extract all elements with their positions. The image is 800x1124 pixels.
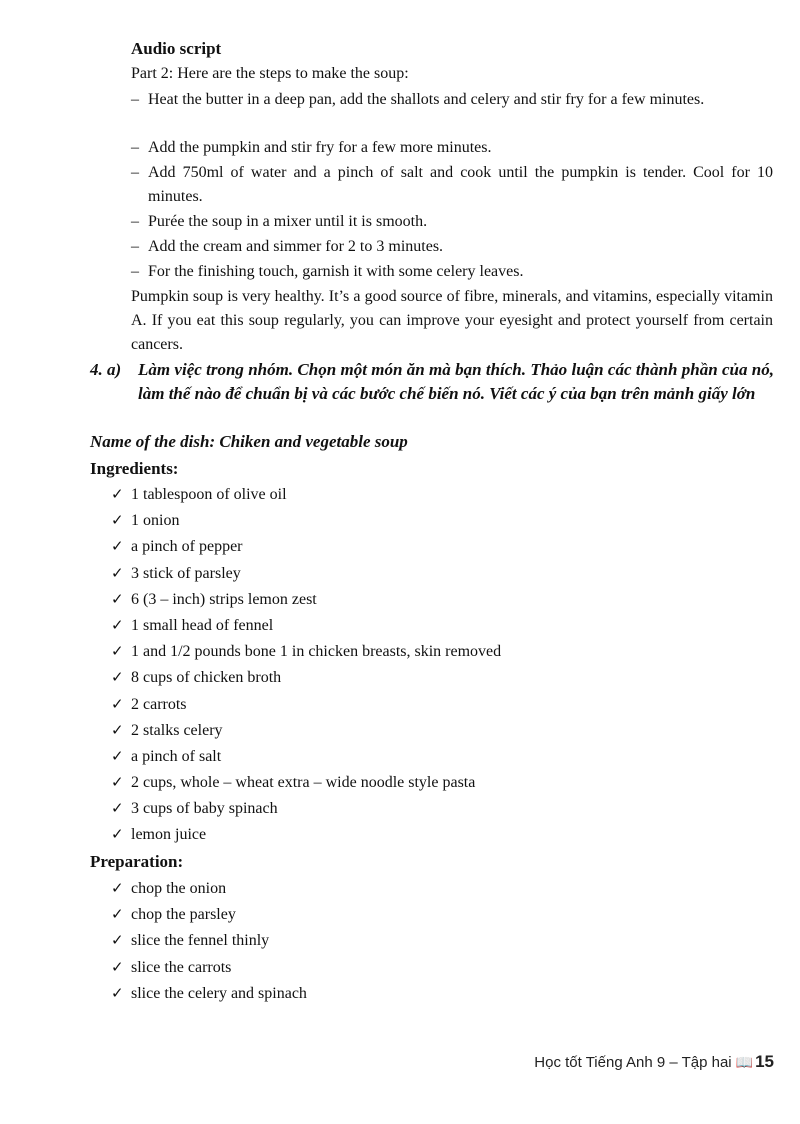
preparation-item — [111, 955, 307, 981]
ingredient-item-text: 2 stalks celery — [131, 721, 223, 739]
ingredient-item — [111, 770, 501, 796]
ingredient-item-text: 2 carrots — [131, 695, 187, 713]
check-mark-icon: ✓ — [111, 668, 124, 687]
ingredient-item-text: 1 and 1/2 pounds bone 1 in chicken breasts, skin removed — [131, 643, 502, 661]
exercise-number: 4. a) — [90, 360, 122, 379]
check-mark-icon: ✓ — [111, 957, 124, 976]
ingredient-item-text: a pinch of salt — [131, 747, 222, 765]
book-title: Học tốt Tiếng Anh 9 – Tập hai — [534, 1054, 732, 1071]
ingredient-item — [111, 534, 501, 560]
soup-step: – Add the pumpkin and stir fry for a few more minutes. — [131, 139, 492, 156]
ingredient-item — [111, 482, 501, 508]
preparation-item-text: slice the fennel thinly — [131, 932, 270, 950]
soup-step: – For the finishing touch, garnish it with some celery leaves. — [131, 263, 524, 280]
ingredient-item — [111, 508, 501, 534]
exercise-4a — [90, 358, 774, 406]
ingredient-item-text: 6 (3 – inch) strips lemon zest — [131, 590, 317, 608]
ingredient-item-text: 3 stick of parsley — [131, 564, 241, 582]
audio-script-intro: Part 2: Here are the steps to make the soup: — [131, 65, 409, 82]
ingredient-item — [111, 613, 501, 639]
ingredient-item — [111, 718, 501, 744]
soup-step: – Add 750ml of water and a pinch of salt and cook until the pumpkin is tender. Cool for 10 minutes. — [131, 164, 773, 205]
preparation-item-text: chop the onion — [131, 880, 227, 897]
ingredient-item — [111, 744, 501, 770]
preparation-item-text: slice the celery and spinach — [131, 984, 307, 1002]
check-mark-icon: ✓ — [111, 879, 124, 897]
soup-step: – Purée the soup in a mixer until it is smooth. — [131, 213, 428, 230]
preparation-list — [111, 876, 307, 1007]
check-mark-icon: ✓ — [111, 983, 124, 1002]
ingredients-title: Ingredients: — [90, 459, 179, 478]
check-mark-icon: ✓ — [111, 799, 124, 818]
preparation-item-text: slice the carrots — [131, 958, 232, 976]
ingredient-item-text: 2 cups, whole – wheat extra – wide noodle style pasta — [131, 774, 476, 792]
preparation-item-text: chop the parsley — [131, 906, 236, 924]
check-mark-icon: ✓ — [111, 825, 124, 844]
ingredient-item — [111, 692, 501, 718]
ingredient-item — [111, 822, 501, 848]
page-footer — [534, 1052, 774, 1073]
ingredient-item-text: 1 onion — [131, 512, 180, 530]
check-mark-icon: ✓ — [111, 485, 124, 503]
ingredient-item-text: 1 small head of fennel — [131, 616, 274, 634]
ingredient-item — [111, 587, 501, 613]
soup-step: – Add the cream and simmer for 2 to 3 minutes. — [131, 238, 444, 255]
preparation-item — [111, 928, 307, 954]
check-mark-icon: ✓ — [111, 746, 124, 765]
soup-step: – Heat the butter in a deep pan, add the shallots and celery and stir fry for a few minutes. — [131, 91, 705, 108]
check-mark-icon: ✓ — [111, 511, 124, 530]
open-book-icon: 📖 — [735, 1055, 754, 1071]
dish-name: Name of the dish: Chiken and vegetable soup — [90, 432, 408, 451]
ingredient-item-text: 1 tablespoon of olive oil — [131, 486, 287, 503]
check-mark-icon: ✓ — [111, 615, 124, 634]
preparation-item — [111, 876, 307, 902]
ingredient-item-text: 3 cups of baby spinach — [131, 800, 278, 818]
ingredient-item — [111, 665, 501, 691]
page-number: 15 — [755, 1052, 774, 1071]
check-mark-icon: ✓ — [111, 773, 124, 792]
check-mark-icon: ✓ — [111, 694, 124, 713]
check-mark-icon: ✓ — [111, 931, 124, 950]
exercise-instruction: Làm việc trong nhóm. Chọn một món ăn mà bạn thích. Thảo luận các thành phần của nó, làm thế nào để chuẩn bị và các bước chế biến nó. Viết các ý của bạn trên mảnh giấy lớn — [138, 360, 774, 403]
ingredient-item — [111, 561, 501, 587]
check-mark-icon: ✓ — [111, 642, 124, 661]
audio-script-heading: Audio script — [131, 39, 222, 58]
check-mark-icon: ✓ — [111, 537, 124, 556]
check-mark-icon: ✓ — [111, 720, 124, 739]
check-mark-icon: ✓ — [111, 589, 124, 608]
check-mark-icon: ✓ — [111, 905, 124, 924]
ingredient-item-text: 8 cups of chicken broth — [131, 669, 282, 687]
ingredients-list — [111, 482, 501, 849]
ingredient-item-text: a pinch of pepper — [131, 538, 243, 556]
preparation-item — [111, 902, 307, 928]
ingredient-item — [111, 796, 501, 822]
preparation-item — [111, 981, 307, 1007]
preparation-title: Preparation: — [90, 852, 184, 871]
ingredient-item-text: lemon juice — [131, 826, 207, 844]
ingredient-item — [111, 639, 501, 665]
audio-script-closing: Pumpkin soup is very healthy. It’s a good source of fibre, minerals, and vitamins, especially vitamin A. If you eat this soup regularly, you can improve your eyesight and protect yourself from certain cancers. — [131, 288, 773, 353]
check-mark-icon: ✓ — [111, 563, 124, 582]
